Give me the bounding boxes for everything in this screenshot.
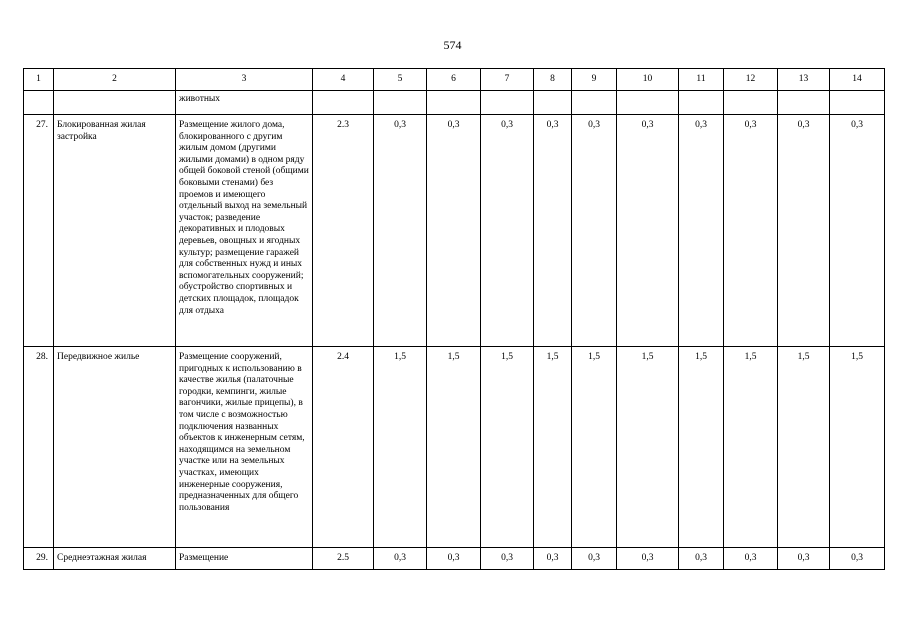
table-row-continuation	[24, 91, 885, 115]
table-cell	[830, 91, 885, 115]
table-cell	[54, 91, 176, 115]
table-cell	[679, 91, 724, 115]
table-row	[24, 115, 885, 347]
column-header: 14	[830, 69, 885, 91]
value-cell: 0,3	[534, 115, 572, 347]
value-cell: 1,5	[778, 347, 830, 548]
table-cell	[313, 91, 374, 115]
value-cell: 0,3	[572, 115, 617, 347]
use-name-cell: Среднеэтажная жилая	[54, 548, 176, 570]
value-cell: 0,3	[481, 548, 534, 570]
value-cell: 0,3	[679, 115, 724, 347]
value-cell: 1,5	[374, 347, 427, 548]
value-cell: 0,3	[374, 115, 427, 347]
value-cell: 0,3	[830, 548, 885, 570]
value-cell: 1,5	[427, 347, 481, 548]
value-cell: 1,5	[572, 347, 617, 548]
table-cell	[24, 91, 54, 115]
value-cell: 0,3	[481, 115, 534, 347]
column-header: 2	[54, 69, 176, 91]
column-header: 10	[617, 69, 679, 91]
page-number: 574	[443, 38, 462, 52]
value-cell: 0,3	[778, 115, 830, 347]
table-row	[24, 548, 885, 570]
table-header-row	[24, 69, 885, 91]
table-cell	[617, 91, 679, 115]
table-row	[24, 347, 885, 548]
value-cell: 1,5	[534, 347, 572, 548]
table-cell	[572, 91, 617, 115]
value-cell: 0,3	[427, 115, 481, 347]
value-cell: 1,5	[481, 347, 534, 548]
table-cell	[778, 91, 830, 115]
value-cell: 1,5	[617, 347, 679, 548]
code-cell: 2.5	[313, 548, 374, 570]
column-header: 3	[176, 69, 313, 91]
column-header: 6	[427, 69, 481, 91]
description-cell: животных	[176, 91, 313, 115]
value-cell: 0,3	[617, 548, 679, 570]
description-cell: Размещение	[176, 548, 313, 570]
use-name-cell: Передвижное жилье	[54, 347, 176, 548]
column-header: 7	[481, 69, 534, 91]
row-number-cell: 29.	[24, 548, 54, 570]
value-cell: 0,3	[778, 548, 830, 570]
value-cell: 0,3	[427, 548, 481, 570]
column-header: 8	[534, 69, 572, 91]
value-cell: 0,3	[374, 548, 427, 570]
column-header: 5	[374, 69, 427, 91]
row-number-cell: 28.	[24, 347, 54, 548]
value-cell: 1,5	[830, 347, 885, 548]
table-cell	[534, 91, 572, 115]
code-cell: 2.4	[313, 347, 374, 548]
value-cell: 0,3	[679, 548, 724, 570]
row-number-cell: 27.	[24, 115, 54, 347]
code-cell: 2.3	[313, 115, 374, 347]
zoning-table	[23, 68, 885, 570]
column-header: 12	[724, 69, 778, 91]
table-cell	[427, 91, 481, 115]
column-header: 1	[24, 69, 54, 91]
column-header: 11	[679, 69, 724, 91]
table-cell	[724, 91, 778, 115]
column-header: 13	[778, 69, 830, 91]
value-cell: 0,3	[617, 115, 679, 347]
value-cell: 1,5	[679, 347, 724, 548]
column-header: 4	[313, 69, 374, 91]
value-cell: 1,5	[724, 347, 778, 548]
value-cell: 0,3	[534, 548, 572, 570]
table-cell	[374, 91, 427, 115]
use-name-cell: Блокированная жилая застройка	[54, 115, 176, 347]
column-header: 9	[572, 69, 617, 91]
table-cell	[481, 91, 534, 115]
value-cell: 0,3	[724, 115, 778, 347]
value-cell: 0,3	[572, 548, 617, 570]
description-cell: Размещение жилого дома, блокированного с другим жилым домом (другими жилыми домами) в одном ряду общей боковой стеной (общими боковыми стенами) без проемов и имеющего отдельный выход на земельный участок; разведение декоративных и плодовых деревьев, овощных и ягодных культур; размещение гаражей для собственных нужд и иных вспомогательных сооружений; обустройство спортивных и детских площадок, площадок для отдыха	[176, 115, 313, 347]
value-cell: 0,3	[830, 115, 885, 347]
description-cell: Размещение сооружений, пригодных к использованию в качестве жилья (палаточные городки, кемпинги, жилые вагончики, жилые прицепы), в том числе с возможностью подключения названных объектов к инженерным сетям, находящимся на земельном участке или на земельных участках, имеющих инженерные сооружения, предназначенных для общего пользования	[176, 347, 313, 548]
value-cell: 0,3	[724, 548, 778, 570]
